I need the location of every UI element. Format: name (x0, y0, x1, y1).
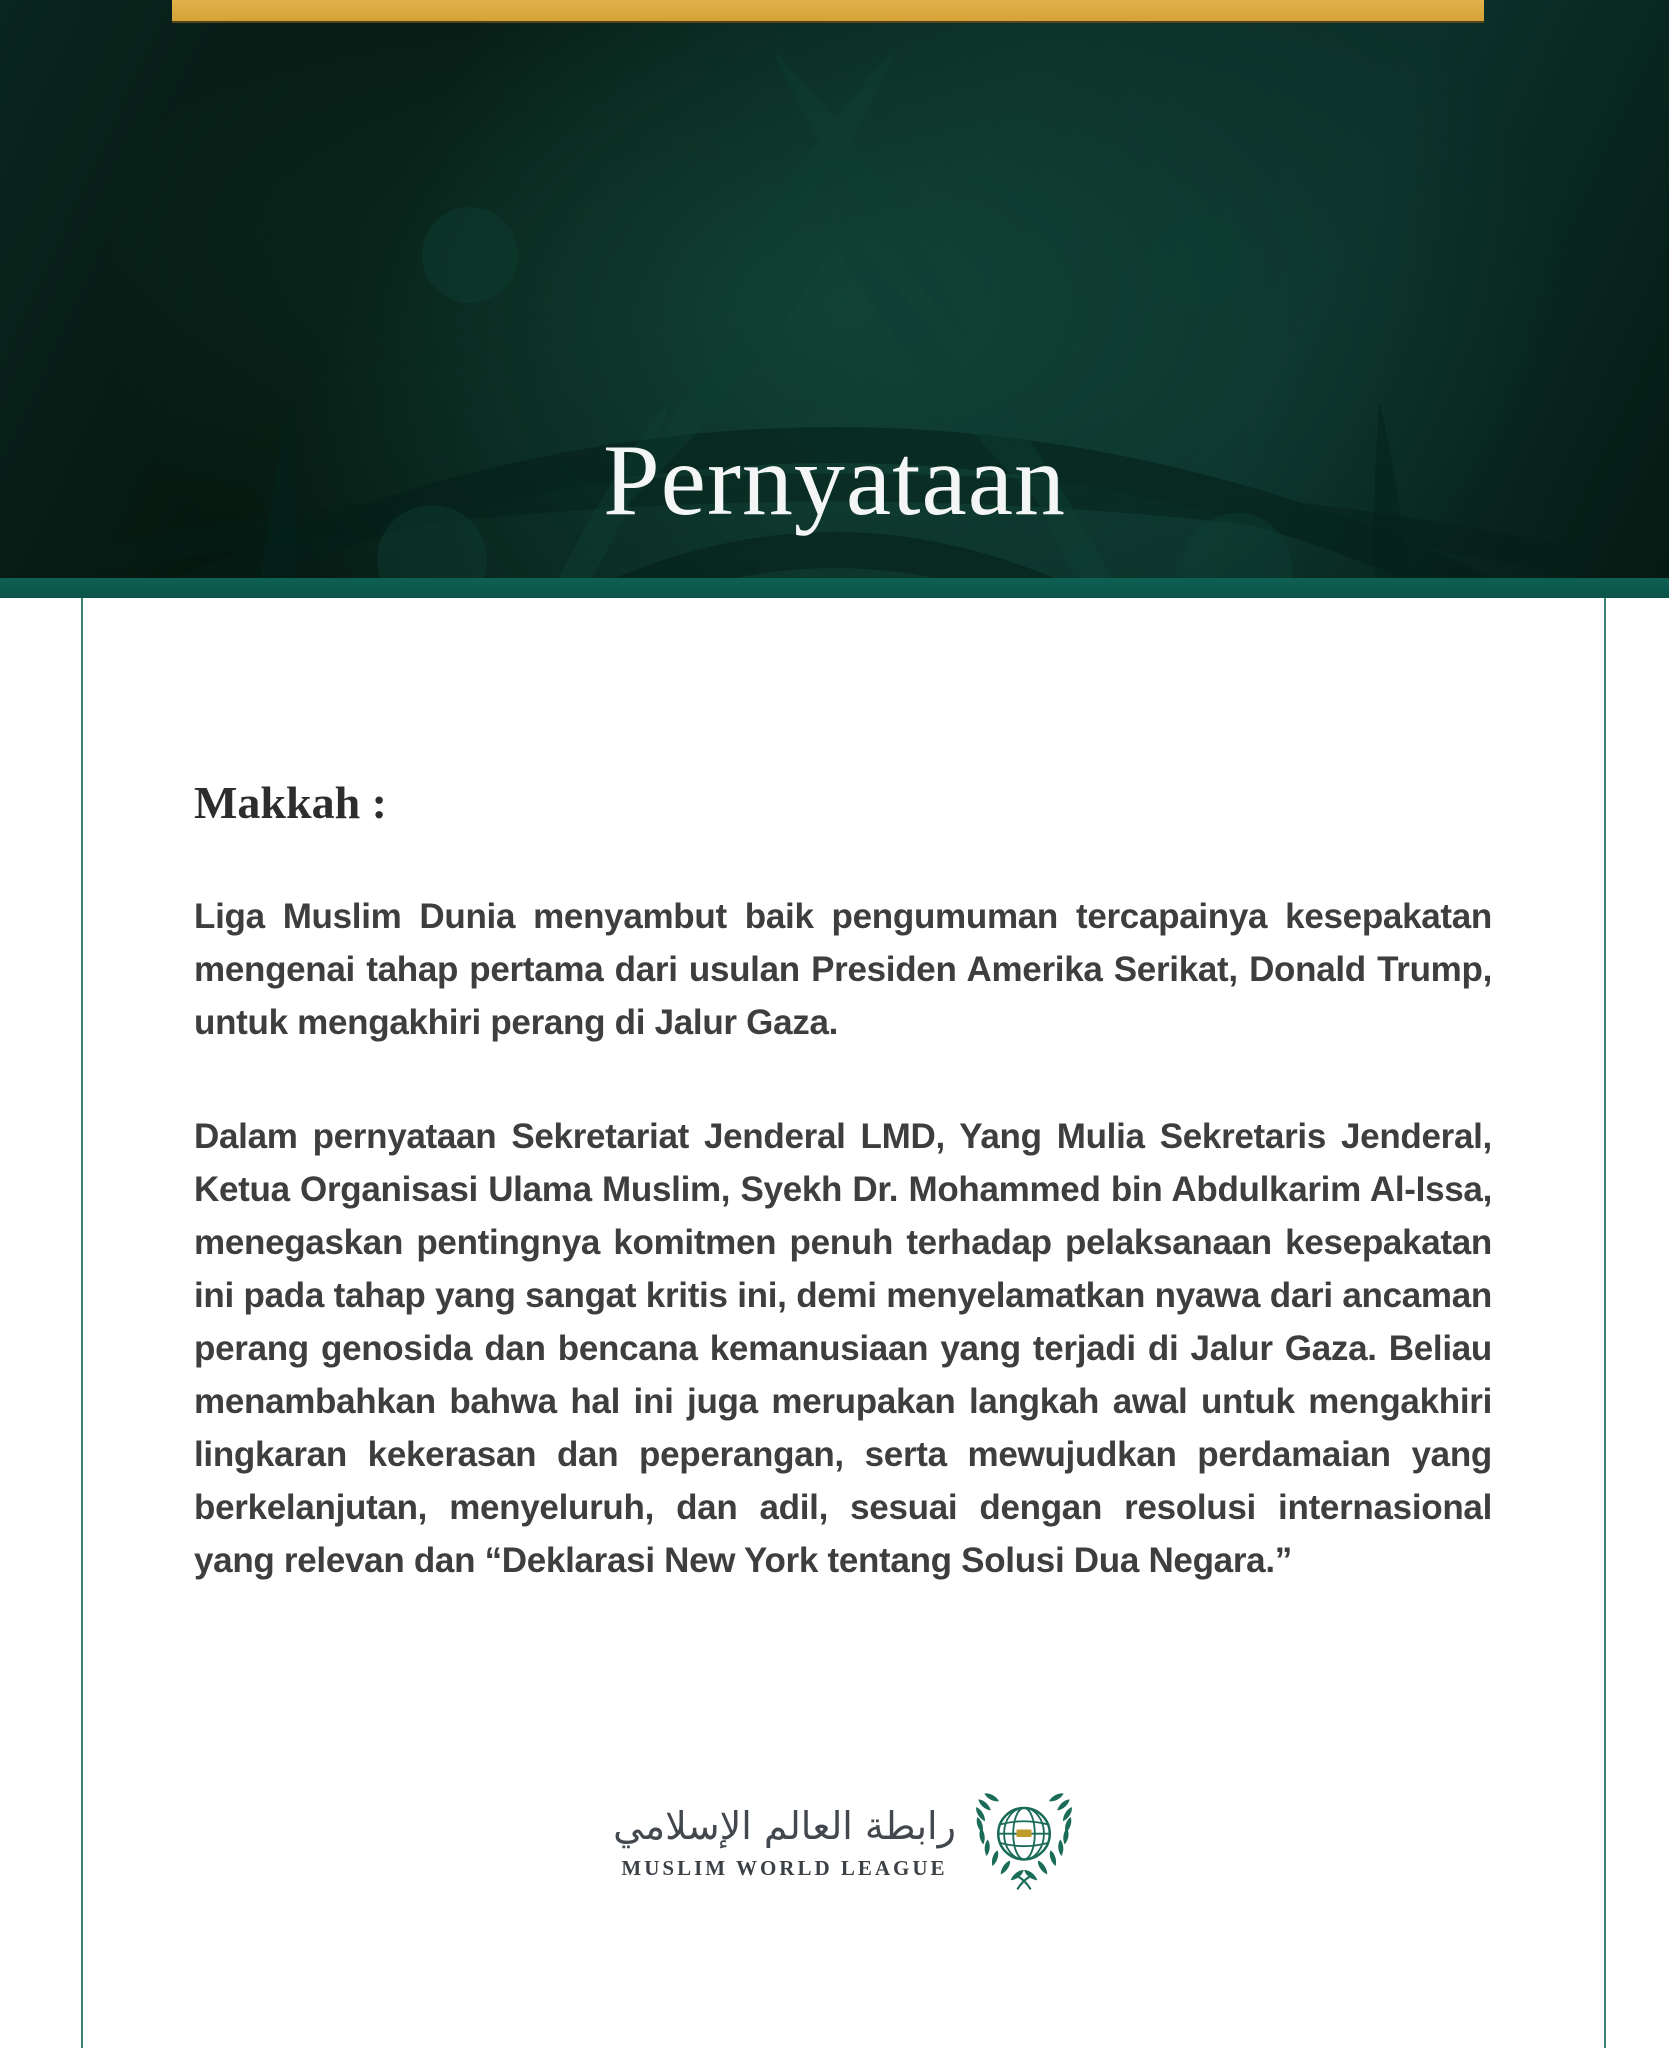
mwl-arabic-wordmark: رابطة العالم الإسلامي (613, 1804, 956, 1849)
statement-card (81, 598, 1606, 2048)
mwl-logo (83, 1788, 1604, 1896)
gold-accent-bar (172, 0, 1484, 23)
page-title: Pernyataan (602, 424, 1067, 537)
teal-divider-strip (0, 578, 1669, 598)
statement-paragraph: Dalam pernyataan Sekretariat Jenderal LMD, Yang Mulia Sekretaris Jenderal, Ketua Organisasi Ulama Muslim, Syekh Dr. Mohammed bin Abdulkarim Al-Issa, menegaskan pentingnya komitmen penuh terhadap pelaksanaan kesepakatan ini pada tahap yang sangat kritis ini, demi menyelamatkan nyawa dari ancaman perang genosida dan bencana kemanusiaan yang terjadi di Jalur Gaza. Beliau menambahkan bahwa hal ini juga merupakan langkah awal untuk mengakhiri lingkaran kekerasan dan peperangan, serta mewujudkan perdamaian yang berkelanjutan, menyeluruh, dan adil, sesuai dengan resolusi internasional yang relevan dan “Deklarasi New York tentang Solusi Dua Negara.” (194, 1117, 1492, 1580)
laurel-wreath-icon (974, 1791, 1074, 1889)
kaaba-door-icon (1016, 1830, 1031, 1837)
header-banner (0, 0, 1669, 578)
city-heading: Makkah : (194, 777, 387, 828)
mwl-globe-laurel-wreath-icon (974, 1788, 1074, 1896)
mwl-logo-text (613, 1803, 956, 1881)
mwl-english-wordmark: MUSLIM WORLD LEAGUE (621, 1855, 948, 1880)
statement-paragraph: Liga Muslim Dunia menyambut baik pengumuman tercapainya kesepakatan mengenai tahap pertama dari usulan Presiden Amerika Serikat, Donald Trump, untuk mengakhiri perang di Jalur Gaza. (194, 897, 1492, 1042)
